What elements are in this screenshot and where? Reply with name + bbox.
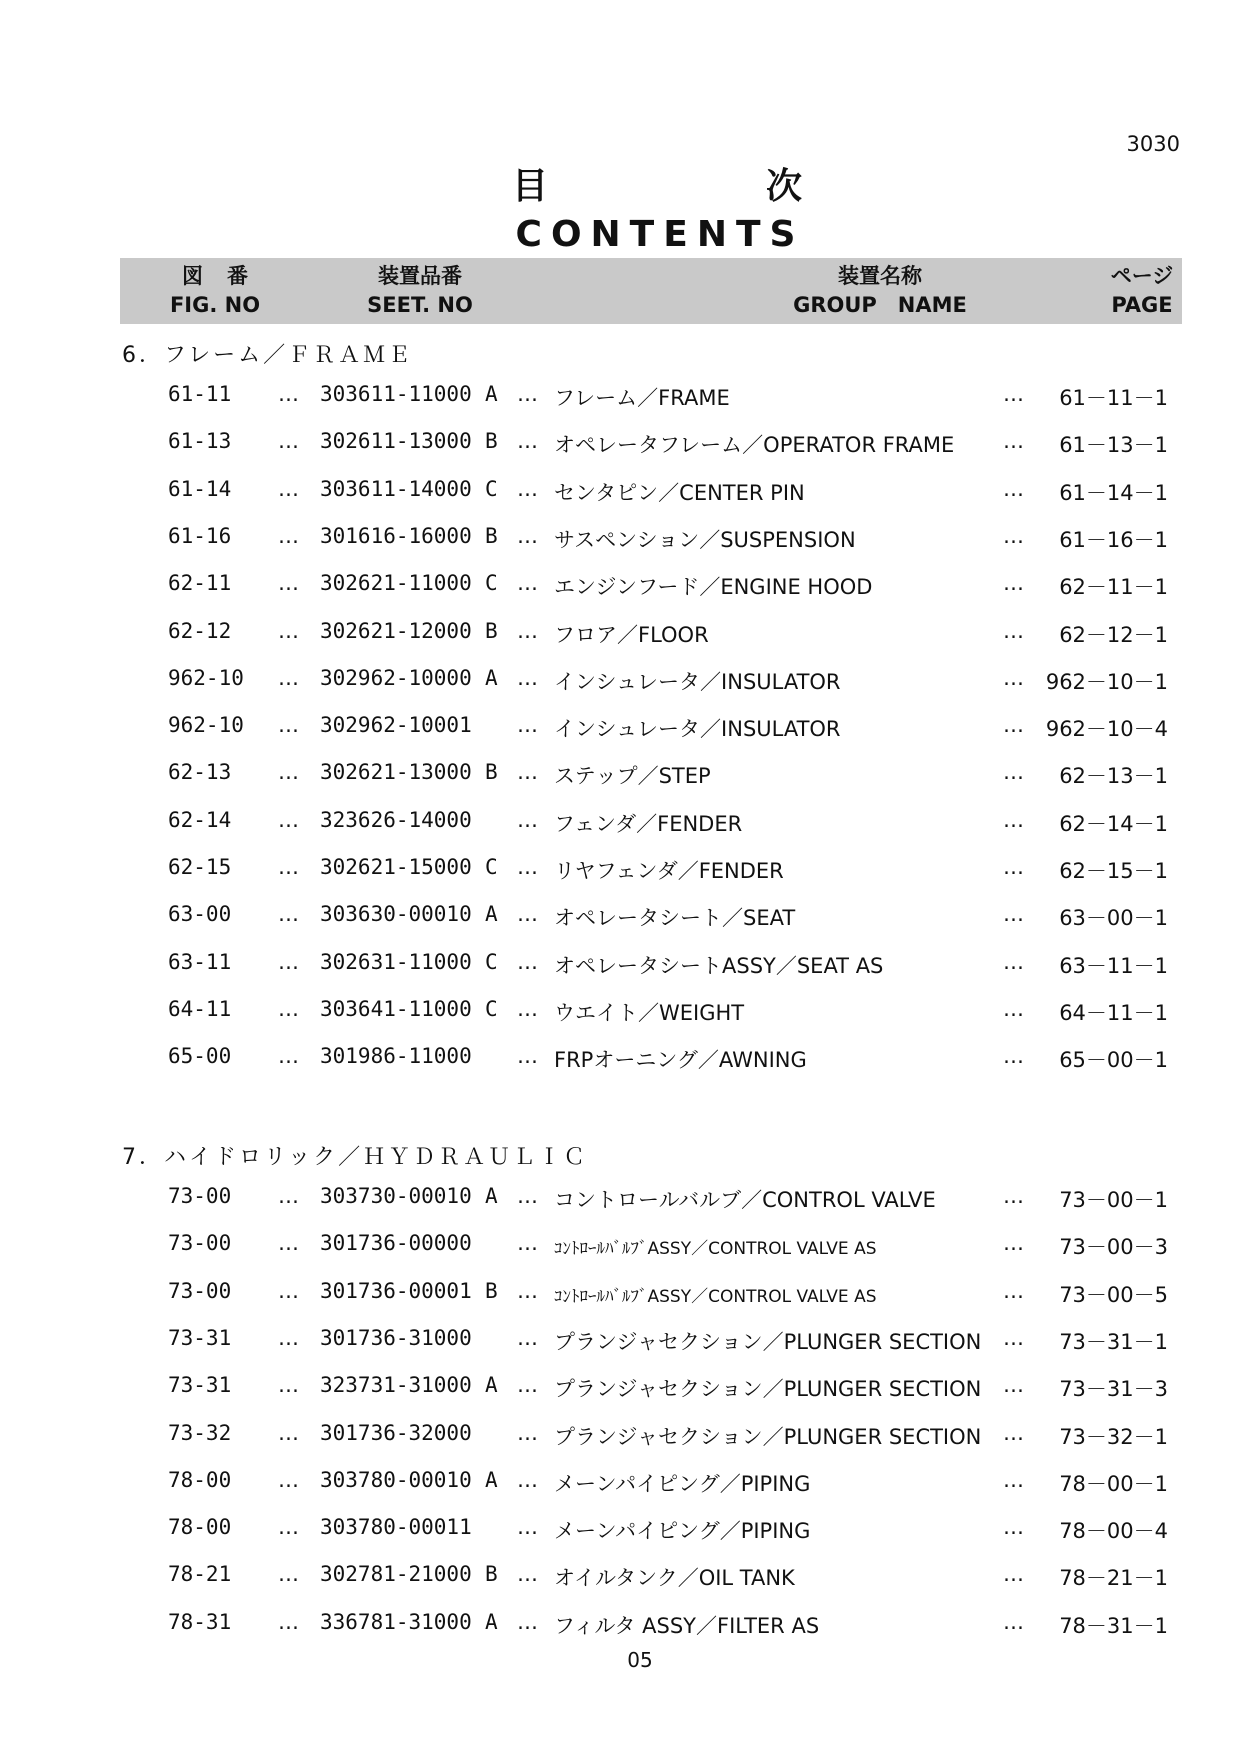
- leader-dots: …: [278, 571, 299, 596]
- leader-dots: …: [517, 1420, 538, 1445]
- header-sheet-en: SEET. NO: [367, 293, 473, 317]
- leader-dots: …: [1003, 902, 1024, 927]
- page-ref: 73－00－5: [1059, 1282, 1168, 1307]
- sheet-no: 303730-00010: [320, 1184, 472, 1208]
- revision: A: [485, 1467, 498, 1492]
- sheet-no: 302621-15000: [320, 855, 472, 879]
- revision: C: [485, 476, 498, 501]
- page-ref: 962－10－4: [1045, 717, 1168, 742]
- table-row: [0, 518, 1240, 558]
- leader-dots: …: [1003, 1562, 1024, 1587]
- revision: A: [485, 382, 498, 406]
- leader-dots: …: [517, 1325, 538, 1350]
- table-row: [0, 1320, 1240, 1360]
- table-row: [0, 707, 1240, 747]
- table-row: [0, 565, 1240, 605]
- leader-dots: …: [278, 429, 299, 454]
- table-row: [0, 1415, 1240, 1455]
- page-ref: 78－00－4: [1059, 1519, 1168, 1544]
- fig-no: 962-10: [168, 713, 244, 738]
- sheet-no: 301736-00000: [320, 1231, 472, 1256]
- sheet-no: 303630-00010: [320, 902, 472, 927]
- sheet-no: 301736-00001: [320, 1278, 472, 1303]
- leader-dots: …: [278, 855, 299, 879]
- fig-no: 78-00: [168, 1515, 232, 1540]
- leader-dots: …: [517, 855, 538, 879]
- leader-dots: …: [517, 523, 538, 548]
- fig-no: 61-14: [168, 476, 232, 501]
- revision: A: [485, 1373, 498, 1398]
- leader-dots: …: [278, 902, 299, 927]
- group-name: オペレータシート／SEAT: [554, 906, 796, 931]
- page-title-japanese: [500, 158, 820, 210]
- title-char-1: 目: [512, 166, 549, 207]
- fig-no: 73-00: [168, 1231, 232, 1256]
- leader-dots: …: [278, 1420, 299, 1445]
- model-number: 3030: [1126, 132, 1180, 156]
- leader-dots: …: [1003, 665, 1024, 690]
- leader-dots: …: [1003, 1325, 1024, 1350]
- page-ref: 61－14－1: [1059, 480, 1168, 505]
- revision: C: [485, 996, 498, 1021]
- page-ref: 65－00－1: [1059, 1048, 1168, 1073]
- leader-dots: …: [1003, 1609, 1024, 1634]
- header-sheet-ja: 装置品番: [378, 264, 462, 288]
- group-name: サスペンション／SUSPENSION: [554, 527, 856, 552]
- page-ref: 62－12－1: [1059, 622, 1168, 647]
- sheet-no: 302621-11000: [320, 571, 472, 596]
- leader-dots: …: [278, 1515, 299, 1540]
- leader-dots: …: [278, 1278, 299, 1303]
- revision: B: [485, 618, 498, 643]
- leader-dots: …: [517, 476, 538, 501]
- page-ref: 78－00－1: [1059, 1471, 1168, 1496]
- leader-dots: …: [517, 1562, 538, 1587]
- sheet-no: 302621-12000: [320, 618, 472, 643]
- table-row: [0, 613, 1240, 653]
- header-page-en: PAGE: [1111, 293, 1173, 317]
- table-row: [0, 376, 1240, 416]
- fig-no: 61-16: [168, 523, 232, 548]
- leader-dots: …: [1003, 1467, 1024, 1492]
- leader-dots: …: [1003, 1044, 1024, 1069]
- leader-dots: …: [1003, 713, 1024, 738]
- group-name: フェンダ／FENDER: [554, 811, 743, 836]
- page-ref: 73－31－3: [1059, 1377, 1168, 1402]
- leader-dots: …: [278, 1231, 299, 1256]
- header-fig-ja: 図番: [182, 264, 272, 288]
- table-row: [0, 896, 1240, 936]
- fig-no: 63-00: [168, 902, 232, 927]
- leader-dots: …: [517, 1044, 538, 1069]
- group-name: プランジャセクション／PLUNGER SECTION: [554, 1329, 982, 1354]
- sheet-no: 303611-14000: [320, 476, 472, 501]
- sheet-no: 302611-13000: [320, 429, 472, 454]
- fig-no: 62-12: [168, 618, 232, 643]
- leader-dots: …: [517, 1278, 538, 1303]
- header-group-en: GROUP NAME: [793, 293, 967, 317]
- table-row: [0, 991, 1240, 1031]
- sheet-no: 302631-11000: [320, 949, 472, 974]
- leader-dots: …: [517, 1609, 538, 1634]
- revision: B: [485, 429, 498, 454]
- leader-dots: …: [517, 902, 538, 927]
- fig-no: 62-14: [168, 807, 232, 832]
- sheet-no: 302962-10001: [320, 713, 472, 738]
- group-name: センタピン／CENTER PIN: [554, 480, 805, 505]
- fig-no: 73-00: [168, 1278, 232, 1303]
- group-name: メーンパイピング／PIPING: [554, 1471, 811, 1496]
- leader-dots: …: [1003, 760, 1024, 785]
- group-name: コントロールバルブ／CONTROL VALVE: [554, 1188, 936, 1212]
- revision: B: [485, 523, 498, 548]
- leader-dots: …: [278, 713, 299, 738]
- group-name: インシュレータ／INSULATOR: [554, 669, 841, 694]
- header-page: [1042, 262, 1240, 320]
- fig-no: 61-13: [168, 429, 232, 454]
- sheet-no: 323731-31000: [320, 1373, 472, 1398]
- group-name: ｺﾝﾄﾛｰﾙﾊﾞﾙﾌﾞASSY／CONTROL VALVE AS: [554, 1286, 877, 1307]
- header-fig-en: FIG. NO: [169, 293, 261, 317]
- leader-dots: …: [1003, 382, 1024, 406]
- table-row: [0, 1178, 1240, 1218]
- sheet-no: 303611-11000: [320, 382, 472, 406]
- page-ref: 62－13－1: [1059, 764, 1168, 789]
- leader-dots: …: [1003, 476, 1024, 501]
- header-fig-no: [130, 262, 300, 320]
- group-name: インシュレータ／INSULATOR: [554, 717, 841, 742]
- revision: A: [485, 1609, 498, 1634]
- leader-dots: …: [278, 476, 299, 501]
- page-ref: 62－14－1: [1059, 811, 1168, 836]
- page-ref: 63－00－1: [1059, 906, 1168, 931]
- revision: A: [485, 902, 498, 927]
- fig-no: 962-10: [168, 665, 244, 690]
- group-name: ステップ／STEP: [554, 764, 711, 789]
- header-group-ja: 装置名称: [838, 264, 922, 288]
- fig-no: 65-00: [168, 1044, 232, 1069]
- section-title: 7．ハイドロリック／ＨＹＤＲＡＵＬＩＣ: [122, 1145, 589, 1170]
- page-ref: 73－31－1: [1059, 1329, 1168, 1354]
- group-name: オペレータフレーム／OPERATOR FRAME: [554, 433, 955, 458]
- revision: C: [485, 855, 498, 879]
- page-ref: 73－00－3: [1059, 1235, 1168, 1260]
- leader-dots: …: [278, 1325, 299, 1350]
- leader-dots: …: [278, 523, 299, 548]
- table-row: [0, 423, 1240, 463]
- page-ref: 73－32－1: [1059, 1424, 1168, 1449]
- leader-dots: …: [278, 1609, 299, 1634]
- leader-dots: …: [517, 429, 538, 454]
- fig-no: 61-11: [168, 382, 232, 406]
- leader-dots: …: [1003, 1231, 1024, 1256]
- leader-dots: …: [278, 760, 299, 785]
- table-row: [0, 1273, 1240, 1313]
- leader-dots: …: [278, 382, 299, 406]
- table-header: [120, 258, 1182, 324]
- page-title-english: CONTENTS: [515, 214, 805, 255]
- leader-dots: …: [278, 665, 299, 690]
- table-row: [0, 754, 1240, 794]
- leader-dots: …: [1003, 949, 1024, 974]
- header-page-ja: ページ: [1110, 264, 1174, 288]
- leader-dots: …: [517, 996, 538, 1021]
- leader-dots: …: [278, 996, 299, 1021]
- revision: C: [485, 571, 498, 596]
- page-ref: 73－00－1: [1059, 1188, 1168, 1212]
- leader-dots: …: [517, 807, 538, 832]
- leader-dots: …: [1003, 807, 1024, 832]
- revision: A: [485, 665, 498, 690]
- sheet-no: 301986-11000: [320, 1044, 472, 1069]
- leader-dots: …: [517, 571, 538, 596]
- page-ref: 78－21－1: [1059, 1566, 1168, 1591]
- group-name: フィルタ ASSY／FILTER AS: [554, 1613, 820, 1638]
- revision: C: [485, 949, 498, 974]
- sheet-no: 302781-21000: [320, 1562, 472, 1587]
- leader-dots: …: [278, 1044, 299, 1069]
- group-name: ｺﾝﾄﾛｰﾙﾊﾞﾙﾌﾞASSY／CONTROL VALVE AS: [554, 1239, 877, 1260]
- leader-dots: …: [1003, 429, 1024, 454]
- leader-dots: …: [1003, 1515, 1024, 1540]
- header-group-name: [660, 262, 1100, 320]
- table-row: [0, 1556, 1240, 1596]
- table-row: [0, 660, 1240, 700]
- leader-dots: …: [1003, 1420, 1024, 1445]
- group-name: オイルタンク／OIL TANK: [554, 1566, 795, 1591]
- sheet-no: 301736-32000: [320, 1420, 472, 1445]
- leader-dots: …: [278, 949, 299, 974]
- leader-dots: …: [517, 618, 538, 643]
- leader-dots: …: [278, 1184, 299, 1208]
- table-row: [0, 1225, 1240, 1265]
- group-name: フロア／FLOOR: [554, 622, 709, 647]
- group-name: FRPオーニング／AWNING: [554, 1048, 807, 1073]
- page-ref: 64－11－1: [1059, 1000, 1168, 1025]
- table-row: [0, 1367, 1240, 1407]
- table-row: [0, 849, 1240, 889]
- sheet-no: 302962-10000: [320, 665, 472, 690]
- leader-dots: …: [278, 807, 299, 832]
- leader-dots: …: [517, 949, 538, 974]
- leader-dots: …: [1003, 523, 1024, 548]
- fig-no: 78-21: [168, 1562, 232, 1587]
- leader-dots: …: [1003, 1184, 1024, 1208]
- table-row: [0, 471, 1240, 511]
- leader-dots: …: [1003, 618, 1024, 643]
- sheet-no: 323626-14000: [320, 807, 472, 832]
- group-name: メーンパイピング／PIPING: [554, 1519, 811, 1544]
- leader-dots: …: [1003, 996, 1024, 1021]
- fig-no: 62-11: [168, 571, 232, 596]
- leader-dots: …: [517, 1231, 538, 1256]
- group-name: プランジャセクション／PLUNGER SECTION: [554, 1377, 982, 1402]
- title-char-2: 次: [766, 166, 803, 207]
- page-ref: 63－11－1: [1059, 953, 1168, 978]
- sheet-no: 301736-31000: [320, 1325, 472, 1350]
- table-row: [0, 1509, 1240, 1549]
- revision: B: [485, 760, 498, 785]
- fig-no: 63-11: [168, 949, 232, 974]
- fig-no: 78-31: [168, 1609, 232, 1634]
- fig-no: 73-31: [168, 1325, 232, 1350]
- table-row: [0, 802, 1240, 842]
- page-number: 05: [627, 1648, 653, 1672]
- table-row: [0, 944, 1240, 984]
- page-ref: 78－31－1: [1059, 1613, 1168, 1638]
- fig-no: 62-13: [168, 760, 232, 785]
- revision: B: [485, 1562, 498, 1587]
- fig-no: 64-11: [168, 996, 232, 1021]
- group-name: リヤフェンダ／FENDER: [554, 859, 784, 883]
- header-sheet-no: [315, 262, 525, 320]
- leader-dots: …: [517, 760, 538, 785]
- page-ref: 62－11－1: [1059, 575, 1168, 600]
- leader-dots: …: [517, 382, 538, 406]
- page-ref: 61－16－1: [1059, 527, 1168, 552]
- leader-dots: …: [517, 1467, 538, 1492]
- fig-no: 62-15: [168, 855, 232, 879]
- sheet-no: 336781-31000: [320, 1609, 472, 1634]
- leader-dots: …: [278, 618, 299, 643]
- group-name: フレーム／FRAME: [554, 386, 730, 410]
- page-ref: 61－11－1: [1059, 386, 1168, 410]
- sheet-no: 303780-00010: [320, 1467, 472, 1492]
- page-ref: 62－15－1: [1059, 859, 1168, 883]
- section-title: 6．フレーム／ＦＲＡＭＥ: [122, 343, 414, 368]
- table-row: [0, 1038, 1240, 1078]
- page-ref: 962－10－1: [1045, 669, 1168, 694]
- revision: B: [485, 1278, 498, 1303]
- fig-no: 73-32: [168, 1420, 232, 1445]
- leader-dots: …: [517, 1184, 538, 1208]
- group-name: ウエイト／WEIGHT: [554, 1000, 745, 1025]
- leader-dots: …: [278, 1562, 299, 1587]
- leader-dots: …: [517, 1373, 538, 1398]
- sheet-no: 302621-13000: [320, 760, 472, 785]
- table-row: [0, 1604, 1240, 1644]
- group-name: エンジンフード／ENGINE HOOD: [554, 575, 873, 600]
- page-ref: 61－13－1: [1059, 433, 1168, 458]
- fig-no: 78-00: [168, 1467, 232, 1492]
- group-name: オペレータシートASSY／SEAT AS: [554, 953, 884, 978]
- leader-dots: …: [1003, 855, 1024, 879]
- leader-dots: …: [517, 1515, 538, 1540]
- leader-dots: …: [517, 713, 538, 738]
- sheet-no: 301616-16000: [320, 523, 472, 548]
- leader-dots: …: [517, 665, 538, 690]
- revision: A: [485, 1184, 498, 1208]
- sheet-no: 303780-00011: [320, 1515, 472, 1540]
- fig-no: 73-31: [168, 1373, 232, 1398]
- leader-dots: …: [278, 1467, 299, 1492]
- sheet-no: 303641-11000: [320, 996, 472, 1021]
- leader-dots: …: [1003, 571, 1024, 596]
- fig-no: 73-00: [168, 1184, 232, 1208]
- leader-dots: …: [1003, 1373, 1024, 1398]
- leader-dots: …: [1003, 1278, 1024, 1303]
- group-name: プランジャセクション／PLUNGER SECTION: [554, 1424, 982, 1449]
- leader-dots: …: [278, 1373, 299, 1398]
- table-row: [0, 1462, 1240, 1502]
